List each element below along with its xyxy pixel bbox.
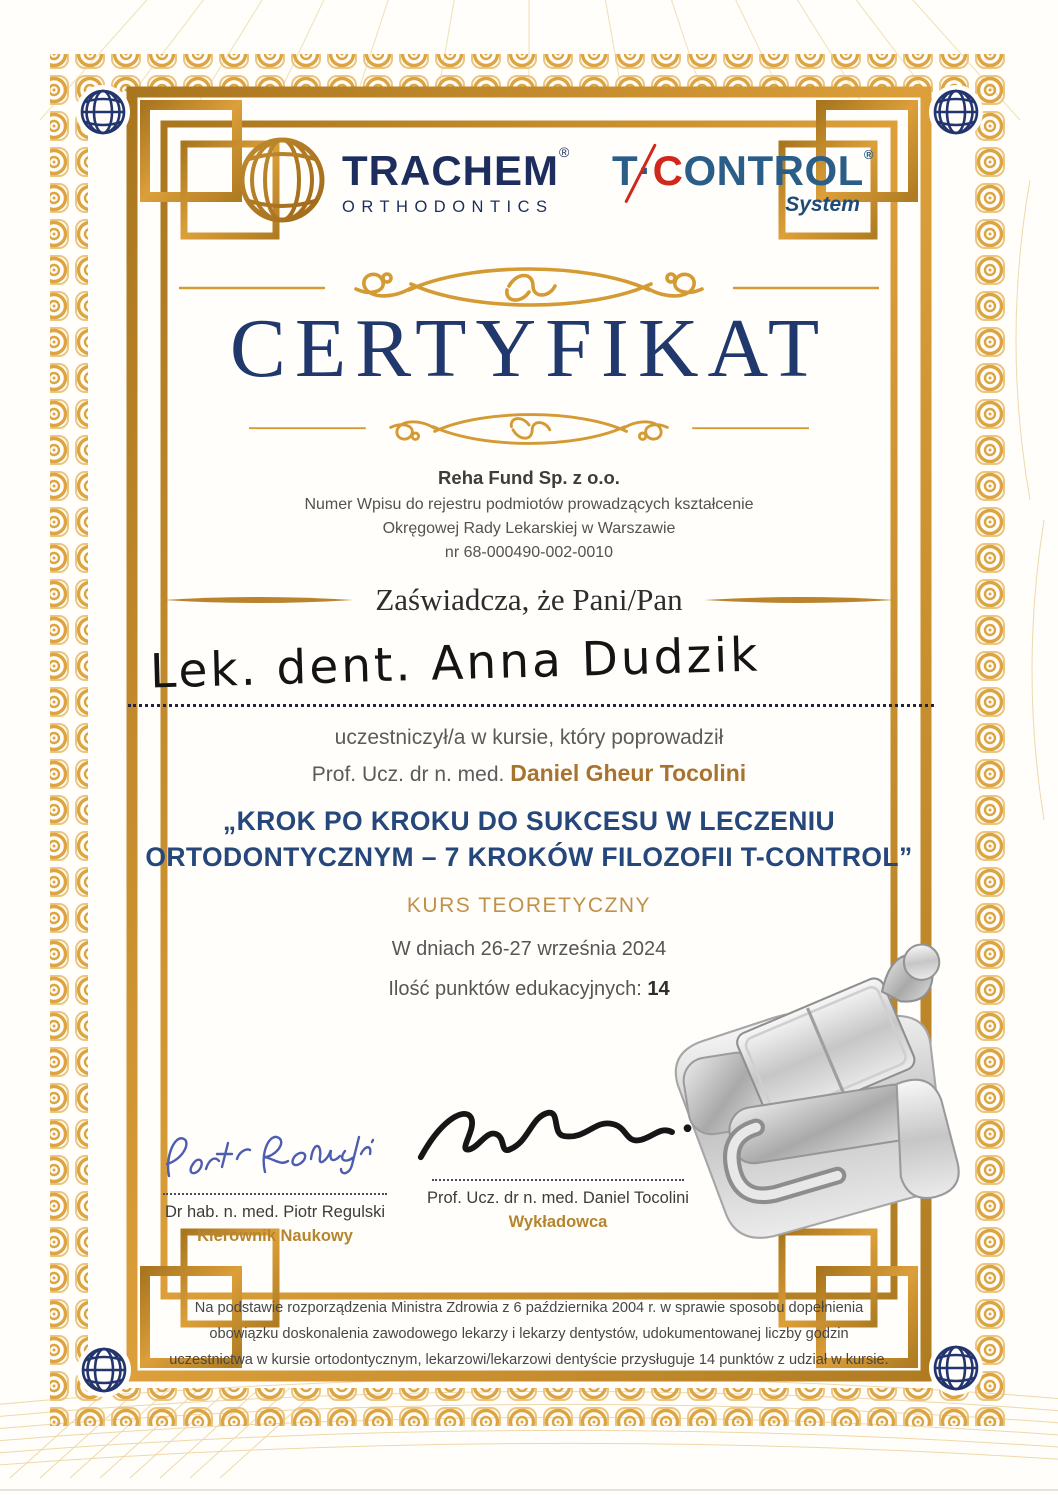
lecturer-line [312, 760, 746, 787]
points-label: Ilość punktów edukacyjnych: [388, 978, 648, 1000]
signatory-role: Wykładowca [508, 1213, 608, 1231]
tcontrol-logo [612, 148, 874, 215]
issuer-registry-line-2: Okręgowej Rady Lekarskiej w Warszawie [382, 520, 676, 537]
points-value: 14 [647, 978, 670, 1000]
trachem-subtitle: ORTHODONTICS [342, 197, 554, 216]
signatory-role: Kierownik Naukowy [197, 1227, 353, 1245]
lecturer-name: Daniel Gheur Tocolini [510, 760, 747, 786]
legal-line-2: obowiązku doskonalenia zawodowego lekarzy i lekarzy dentystów, udokumentowanej liczby godzin [209, 1325, 849, 1342]
scan-artifact-line [0, 1489, 1058, 1491]
signature-block-right [408, 1096, 708, 1232]
issuer-registry-line-1: Numer Wpisu do rejestru podmiotów prowadzących kształcenie [304, 496, 754, 513]
course-title-line-2: ORTODONTYCZNYM – 7 KROKÓW FILOZOFII T-CONTROL” [145, 842, 913, 872]
tcontrol-registered: ® [863, 147, 874, 162]
legal-note [159, 1296, 899, 1374]
issuer-company: Reha Fund Sp. z o.o. [438, 467, 620, 488]
recipient-name: Lek. dent. Anna Dudzik [149, 627, 762, 700]
legal-line-3: uczestnictwa w kursie ortodontycznym, lekarzowi/lekarzowi dentyście przysługuje 14 punktów z udział w kursie. [169, 1351, 889, 1368]
trachem-wordmark: TRACHEM® [342, 143, 571, 194]
tcontrol-subtitle: System [785, 193, 860, 216]
lecturer-prefix: Prof. Ucz. dr n. med. [311, 763, 511, 786]
course-type: KURS TEORETYCZNY [406, 894, 652, 917]
signature-block-left [142, 1112, 408, 1246]
signatory-name: Dr hab. n. med. Piotr Regulski [164, 1203, 386, 1221]
legal-line-1: Na podstawie rozporządzenia Ministra Zdrowia z 6 października 2004 r. w sprawie sposobu dopełnienia [194, 1300, 864, 1316]
signature-dotted-line [163, 1193, 386, 1195]
attest-row [163, 582, 894, 618]
participation-line: uczestniczył/a w kursie, który poprowadził [334, 726, 724, 749]
attest-line: Zaświadcza, że Pani/Pan [375, 582, 683, 617]
flourish-bottom-icon [249, 404, 809, 454]
trachem-registered: ® [558, 143, 571, 160]
issuer-registry-line-3: nr 68-000490-002-0010 [444, 544, 614, 561]
course-title-line-1: „KROK PO KROKU DO SUKCESU W LECZENIU [222, 806, 836, 836]
trachem-globe-icon [236, 134, 328, 226]
tcontrol-wordmark: T·CONTROL® [612, 148, 874, 192]
signatory-name: Prof. Ucz. dr n. med. Daniel Tocolini [427, 1189, 689, 1207]
trachem-logo [236, 134, 570, 226]
signature-dotted-line [432, 1179, 684, 1181]
course-dates: W dniach 26-27 września 2024 [391, 938, 667, 960]
signature-piotr-regulski-image [155, 1126, 395, 1188]
attest-rule-right [705, 594, 895, 606]
course-points [388, 978, 669, 1001]
signature-daniel-tocolini-image [413, 1096, 703, 1174]
certificate-title: CERTYFIKAT [229, 302, 829, 395]
recipient-dotted-line [128, 668, 934, 707]
attest-rule-left [163, 594, 353, 606]
